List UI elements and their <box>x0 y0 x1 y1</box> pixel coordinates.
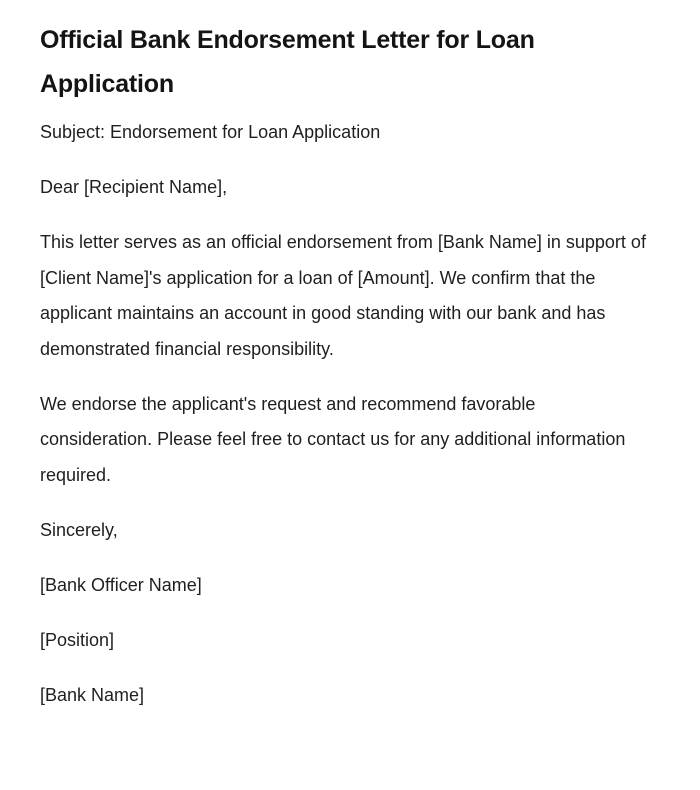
subject-line: Subject: Endorsement for Loan Application <box>40 122 381 142</box>
document-title: Official Bank Endorsement Letter for Loan Application <box>40 26 535 98</box>
closing: Sincerely, <box>40 519 118 540</box>
signature-officer-name: [Bank Officer Name] <box>40 575 202 596</box>
signature-bank-name: [Bank Name] <box>40 685 145 706</box>
salutation: Dear [Recipient Name], <box>40 177 228 198</box>
signature-position: [Position] <box>40 630 115 651</box>
body-paragraph-2: We endorse the applicant's request and recommend favorable consideration. Please feel free to contact us for any additional information required. <box>40 393 626 485</box>
body-paragraph-1: This letter serves as an official endorsement from [Bank Name] in support of [Client Name]'s application for a loan of [Amount]. We confirm that the applicant maintains an account in good standing with our bank and has demonstrated financial responsibility. <box>40 232 646 359</box>
